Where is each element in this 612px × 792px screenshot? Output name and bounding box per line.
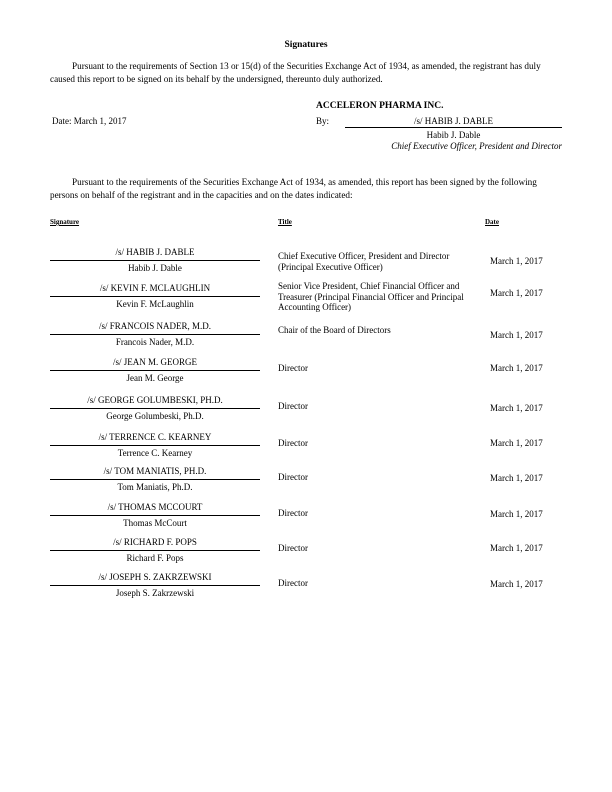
signer-name: Jean M. George <box>126 373 184 383</box>
signature-rule <box>50 334 260 335</box>
signature-rule <box>50 445 260 446</box>
signature-rule <box>50 515 260 516</box>
registrant-signature-rule <box>345 127 562 128</box>
signature-line: /s/ KEVIN F. MCLAUGHLIN <box>99 283 211 293</box>
signing-date-cell: March 1, 2017 <box>490 579 543 589</box>
signer-name: Francois Nader, M.D. <box>115 337 195 347</box>
signature-line: /s/ FRANCOIS NADER, M.D. <box>98 321 212 331</box>
signature-line: /s/ GEORGE GOLUMBESKI, PH.D. <box>87 395 223 405</box>
registrant-signature: /s/ HABIB J. DABLE <box>413 116 493 126</box>
signature-rule <box>50 370 260 371</box>
signer-title: Director <box>278 578 308 588</box>
signer-title: Director <box>278 438 308 448</box>
registrant-signer-title: Chief Executive Officer, President and Director <box>391 141 562 151</box>
signer-name: Richard F. Pops <box>126 553 184 563</box>
signing-date-cell: March 1, 2017 <box>490 288 543 298</box>
signing-date-cell: March 1, 2017 <box>490 438 543 448</box>
signature-rule <box>50 550 260 551</box>
signer-name: Terrence C. Kearney <box>117 448 193 458</box>
signer-name: Tom Maniatis, Ph.D. <box>117 482 193 492</box>
signer-title: Chief Executive Officer, President and Director (Principal Executive Officer) <box>278 251 450 272</box>
column-header-title: Title <box>278 218 292 226</box>
closing-paragraph: Pursuant to the requirements of the Securities Exchange Act of 1934, as amended, this report has been signed by the following persons on behalf of the registrant and in the capacities and on the dates indicated: <box>50 177 537 200</box>
signing-date-cell: March 1, 2017 <box>490 509 543 519</box>
signer-title: Director <box>278 401 308 411</box>
intro-paragraph: Pursuant to the requirements of Section 13 or 15(d) of the Securities Exchange Act of 1934, as amended, the registrant has duly caused this report to be signed on its behalf by the undersigned, thereunto duly authorized. <box>50 61 541 84</box>
signature-line: /s/ THOMAS MCCOURT <box>107 502 203 512</box>
by-label: By: <box>316 116 330 126</box>
signer-name: Joseph S. Zakrzewski <box>115 588 195 598</box>
signature-line: /s/ JOSEPH S. ZAKRZEWSKI <box>98 572 212 582</box>
signature-rule <box>50 296 260 297</box>
registrant-signer-name: Habib J. Dable <box>426 130 481 140</box>
signer-name: Kevin F. McLaughlin <box>116 299 194 309</box>
signing-date-cell: March 1, 2017 <box>490 363 543 373</box>
signer-name: Habib J. Dable <box>128 263 182 273</box>
signing-date-cell: March 1, 2017 <box>490 330 543 340</box>
signer-title: Chair of the Board of Directors <box>278 325 391 335</box>
signing-date-cell: March 1, 2017 <box>490 543 543 553</box>
signing-date-cell: March 1, 2017 <box>490 473 543 483</box>
signer-title: Director <box>278 543 308 553</box>
signature-line: /s/ TERRENCE C. KEARNEY <box>98 432 212 442</box>
signature-line: /s/ RICHARD F. POPS <box>113 537 197 547</box>
signer-title: Director <box>278 472 308 482</box>
company-name: ACCELERON PHARMA INC. <box>316 101 444 111</box>
signature-line: /s/ HABIB J. DABLE <box>115 247 195 257</box>
signature-rule <box>50 260 260 261</box>
signer-name: Thomas McCourt <box>123 518 187 528</box>
signature-line: /s/ JEAN M. GEORGE <box>112 357 197 367</box>
column-header-date: Date <box>485 218 499 226</box>
signature-rule <box>50 585 260 586</box>
signing-date-cell: March 1, 2017 <box>490 403 543 413</box>
column-header-signature: Signature <box>50 218 80 226</box>
signing-date-cell: March 1, 2017 <box>490 256 543 266</box>
signature-rule <box>50 479 260 480</box>
signature-rule <box>50 408 260 409</box>
signer-title: Director <box>278 363 308 373</box>
page-heading: Signatures <box>284 40 328 50</box>
signer-title: Director <box>278 508 308 518</box>
signing-date: Date: March 1, 2017 <box>52 116 127 126</box>
signer-name: George Golumbeski, Ph.D. <box>106 411 204 421</box>
signer-title: Senior Vice President, Chief Financial Officer and Treasurer (Principal Financial Officer and Principal Accounting Officer) <box>278 281 464 312</box>
signature-line: /s/ TOM MANIATIS, PH.D. <box>103 466 207 476</box>
